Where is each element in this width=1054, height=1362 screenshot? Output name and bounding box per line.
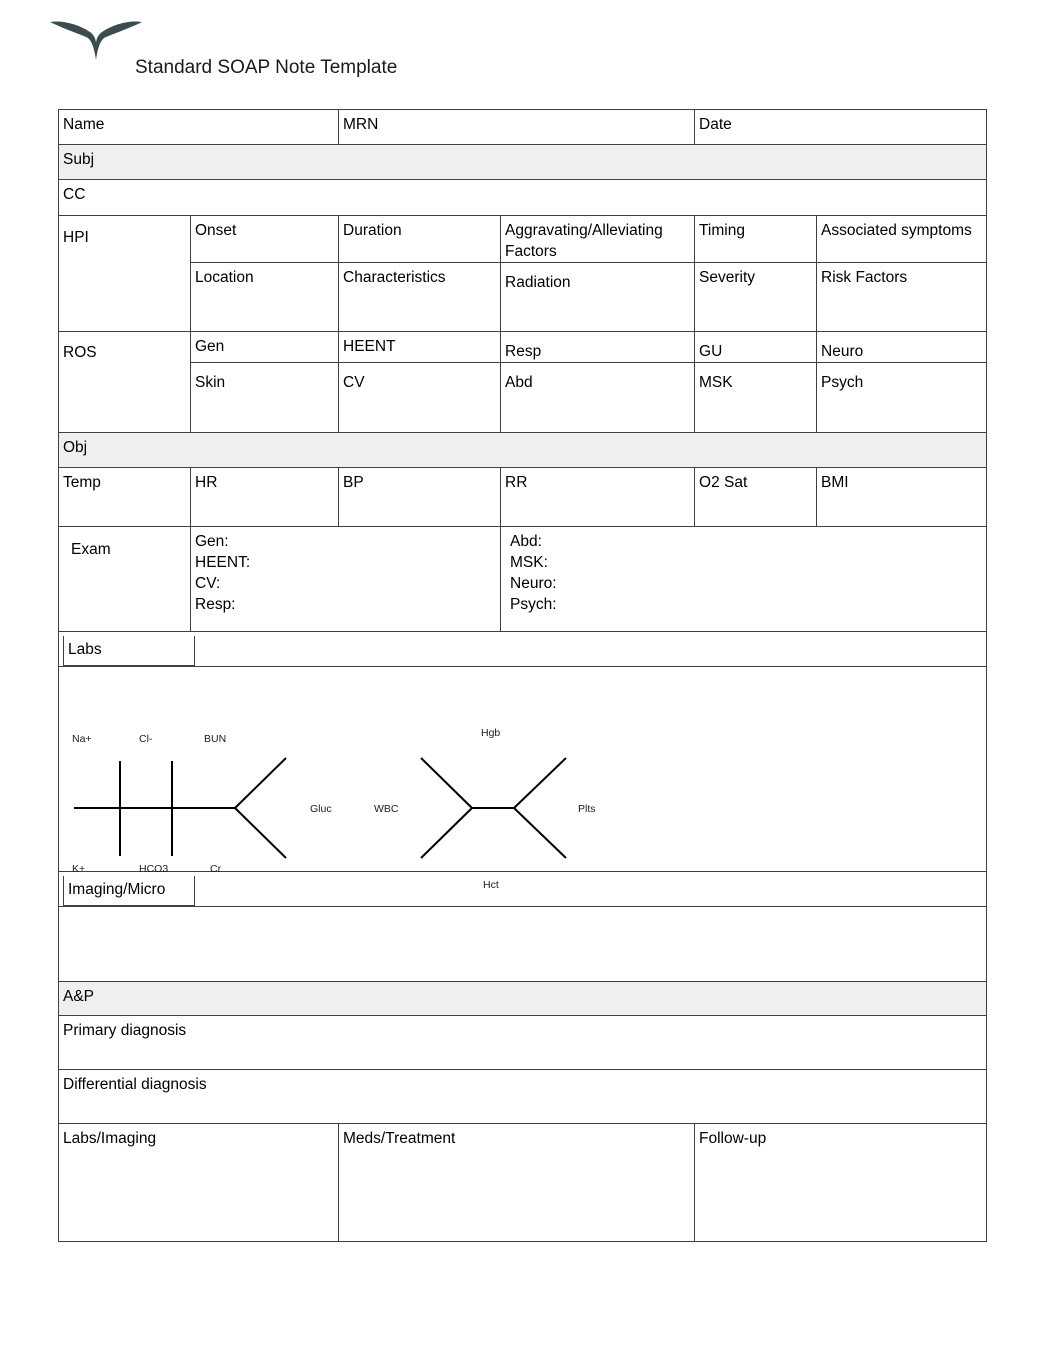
ros-neuro-field[interactable] [817,332,987,363]
exam-item-neuro: Neuro: [510,575,557,592]
vitals-o2sat-field[interactable] [695,468,817,527]
vitals-temp-label: Temp [63,474,101,491]
assessment-plan-band-label: A&P [63,988,95,1005]
page-header [0,0,1054,108]
vitals-hr-label: HR [195,474,218,491]
vitals-bmi-label: BMI [821,474,849,491]
labs-label-cell [59,632,987,667]
hpi-severity-field[interactable] [695,263,817,332]
vitals-rr-field[interactable] [501,468,695,527]
ros-row-2 [59,363,987,433]
mrn-field[interactable] [339,110,695,145]
vitals-rr-label: RR [505,474,528,491]
subjective-band [59,145,987,180]
imaging-micro-label: Imaging/Micro [68,881,166,898]
ros-psych-label: Psych [821,374,864,391]
primary-diagnosis-row [59,1016,987,1070]
vitals-o2sat-label: O2 Sat [699,474,748,491]
ros-gu-label: GU [699,343,723,360]
hpi-location-field[interactable] [191,263,339,332]
hpi-timing-label: Timing [699,222,745,239]
imaging-content-row [59,907,987,982]
ros-section-label-cell [59,332,191,433]
ros-gen-field[interactable] [191,332,339,363]
fishbone-label-k: K+ [72,863,86,875]
mrn-label: MRN [343,116,379,133]
exam-item-msk: MSK: [510,554,548,571]
ros-section-label: ROS [63,344,97,361]
name-label: Name [63,116,105,133]
ros-heent-label: HEENT [343,338,396,355]
date-label: Date [699,116,732,133]
hpi-row-2 [59,263,987,332]
vitals-bp-label: BP [343,474,364,491]
differential-diagnosis-row [59,1070,987,1124]
ros-skin-field[interactable] [191,363,339,433]
name-field[interactable] [59,110,339,145]
hpi-characteristics-label: Characteristics [343,269,446,286]
hpi-radiation-field[interactable] [501,263,695,332]
plan-meds-treatment-label: Meds/Treatment [343,1130,456,1147]
vitals-row [59,468,987,527]
hpi-timing-field[interactable] [695,216,817,263]
differential-diagnosis-label: Differential diagnosis [63,1076,207,1093]
hpi-duration-field[interactable] [339,216,501,263]
hpi-duration-label: Duration [343,222,402,239]
fishbone-label-gluc: Gluc [310,803,332,815]
fishbone-label-plts: Plts [578,803,596,815]
exam-item-resp: Resp: [195,596,236,613]
fishbone-label-hgb: Hgb [481,727,501,739]
ros-resp-label: Resp [505,343,542,360]
exam-item-heent: HEENT: [195,554,251,571]
ros-msk-label: MSK [699,374,733,391]
ros-skin-label: Skin [195,374,226,391]
exam-item-psych: Psych: [510,596,557,613]
ros-heent-field[interactable] [339,332,501,363]
hpi-aggravating-alleviating-label: Aggravating/Alleviating Factors [505,222,663,260]
soap-note-table [58,109,987,1242]
vitals-hr-field[interactable] [191,468,339,527]
hpi-onset-field[interactable] [191,216,339,263]
hpi-risk-factors-label: Risk Factors [821,269,908,286]
vitals-bmi-field[interactable] [817,468,987,527]
labs-label-row [59,632,987,667]
assessment-plan-band-row [59,982,987,1016]
labs-label-box [63,636,195,666]
hpi-location-label: Location [195,269,254,286]
hpi-associated-symptoms-field[interactable] [817,216,987,263]
hpi-section-label-cell [59,216,191,332]
exam-item-abd: Abd: [510,533,542,550]
assessment-plan-band [59,982,987,1016]
primary-diagnosis-label: Primary diagnosis [63,1022,187,1039]
labs-fishbone-row [59,667,987,872]
hpi-aggravating-alleviating-field[interactable] [501,216,695,263]
identity-row [59,110,987,145]
differential-diagnosis-field[interactable] [59,1070,987,1124]
plan-meds-treatment-field[interactable] [339,1124,695,1242]
ros-cv-label: CV [343,374,365,391]
vitals-bp-field[interactable] [339,468,501,527]
hpi-row-1 [59,216,987,263]
plan-follow-up-field[interactable] [695,1124,987,1242]
fishbone-label-na: Na+ [72,733,92,745]
primary-diagnosis-field[interactable] [59,1016,987,1070]
exam-right-field[interactable] [501,527,987,632]
imaging-micro-field[interactable] [59,907,987,982]
hpi-characteristics-field[interactable] [339,263,501,332]
fishbone-label-wbc: WBC [374,803,399,815]
objective-band [59,433,987,468]
exam-item-cv: CV: [195,575,221,592]
exam-item-gen: Gen: [195,533,229,550]
ros-msk-field[interactable] [695,363,817,433]
exam-section-label-cell [59,527,191,632]
imaging-label-row [59,872,987,907]
ros-abd-label: Abd [505,374,533,391]
hpi-associated-symptoms-label: Associated symptoms [821,222,972,239]
ros-resp-field[interactable] [501,332,695,363]
fishbone-label-hct: Hct [483,879,499,891]
hpi-risk-factors-field[interactable] [817,263,987,332]
exam-row [59,527,987,632]
ros-psych-field[interactable] [817,363,987,433]
ros-cv-field[interactable] [339,363,501,433]
exam-left-field[interactable] [191,527,501,632]
fishbone-label-cl: Cl- [139,733,153,745]
imaging-label-cell [59,872,987,907]
bird-wing-logo [48,16,144,62]
ros-gu-field[interactable] [695,332,817,363]
objective-band-label: Obj [63,439,88,456]
hpi-radiation-label: Radiation [505,274,571,291]
hpi-severity-label: Severity [699,269,756,286]
plan-follow-up-label: Follow-up [699,1130,767,1147]
fishbone-label-hco3: HCO3 [139,863,169,875]
chief-complaint-label: CC [63,186,86,203]
plan-labs-imaging-field[interactable] [59,1124,339,1242]
objective-band-row [59,433,987,468]
fishbone-label-cr: Cr [210,863,222,875]
ros-abd-field[interactable] [501,363,695,433]
ros-row-1 [59,332,987,363]
page-title: Standard SOAP Note Template [135,57,398,78]
subjective-band-row [59,145,987,180]
subjective-band-label: Subj [63,151,95,168]
imaging-label-box [63,876,195,906]
fishbone-label-bun: BUN [204,733,227,745]
chief-complaint-field[interactable] [59,180,987,216]
plan-labs-imaging-label: Labs/Imaging [63,1130,157,1147]
labs-label: Labs [68,641,102,658]
date-field[interactable] [695,110,987,145]
hpi-onset-label: Onset [195,222,237,239]
ros-neuro-label: Neuro [821,343,864,360]
vitals-temp-field[interactable] [59,468,191,527]
plan-columns-row [59,1124,987,1242]
chief-complaint-row [59,180,987,216]
hpi-section-label: HPI [63,229,89,246]
ros-gen-label: Gen [195,338,225,355]
labs-fishbone-area[interactable] [59,667,987,872]
exam-section-label: Exam [71,541,111,558]
